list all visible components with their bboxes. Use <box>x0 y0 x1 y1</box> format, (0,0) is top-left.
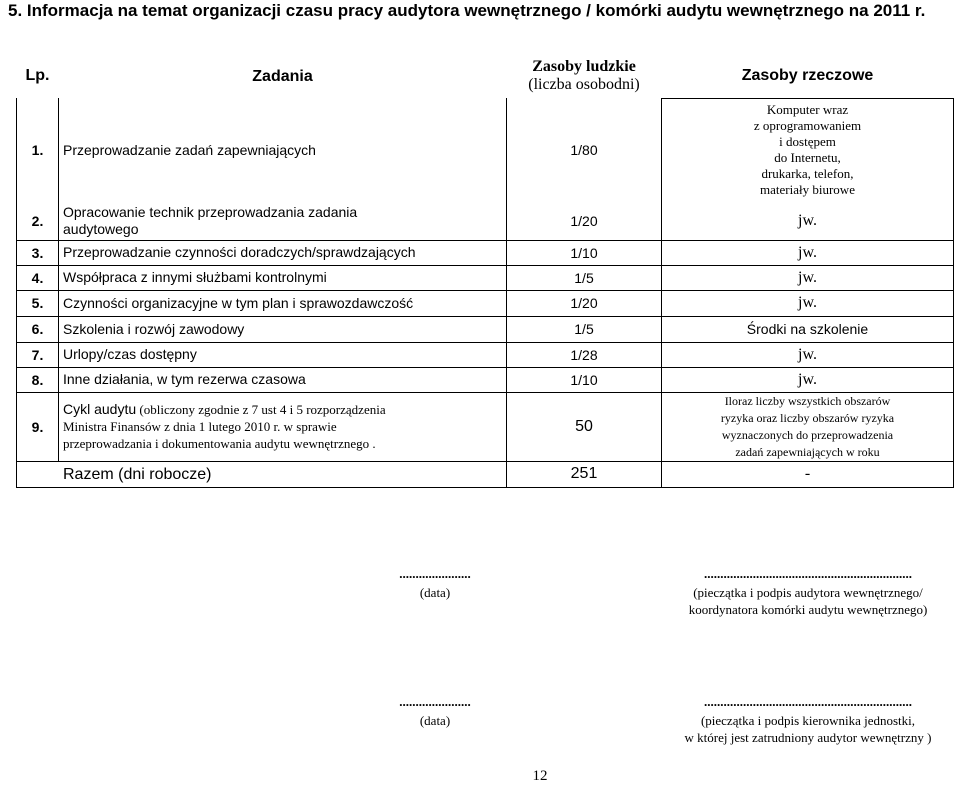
row-task: Przeprowadzanie czynności doradczych/sprawdzających <box>59 240 507 265</box>
row-human: 1/5 <box>507 316 662 342</box>
signature-line: (pieczątka i podpis kierownika jednostki, <box>700 713 916 728</box>
date-dots: ...................... <box>399 566 471 581</box>
row-material <box>662 98 954 202</box>
material-line: zadań zapewniających w roku <box>735 444 880 459</box>
row-human: 1/5 <box>507 265 662 290</box>
material-line: wyznaczonych do przeprowadzenia <box>721 427 894 442</box>
row-human: 1/20 <box>507 202 662 240</box>
row-lp: 7. <box>17 342 59 367</box>
row-lp: 4. <box>17 265 59 290</box>
signature-line: koordynatora komórki audytu wewnętrznego) <box>688 602 928 617</box>
row-lp: 9. <box>17 392 59 461</box>
date-label: (data) <box>419 713 451 728</box>
page-number: 12 <box>532 768 548 784</box>
table-header-row <box>17 54 954 98</box>
row-task: Współpraca z innymi służbami kontrolnymi <box>59 265 507 290</box>
header-material-resources: Zasoby rzeczowe <box>741 66 874 84</box>
total-human: 251 <box>507 461 662 487</box>
row-material: jw. <box>662 240 954 265</box>
table-row <box>17 98 954 202</box>
header-human-line1: Zasoby ludzkie <box>532 58 636 75</box>
table-row <box>17 202 954 240</box>
row-task: Inne działania, w tym rezerwa czasowa <box>59 367 507 392</box>
date-label: (data) <box>419 585 451 600</box>
row-human: 1/10 <box>507 240 662 265</box>
section-heading: 5. Informacja na temat organizacji czasu pracy audytora wewnętrznego / komórki audytu wewnętrznego na 2011 r. <box>8 1 926 20</box>
signature-line: w której jest zatrudniony audytor wewnętrzny ) <box>684 730 932 745</box>
row-lp: 5. <box>17 290 59 316</box>
signature-dots: ................................................................ <box>704 566 912 581</box>
header-tasks: Zadania <box>252 67 313 85</box>
total-row <box>17 461 954 487</box>
table-row <box>17 392 954 461</box>
row-task: Szkolenia i rozwój zawodowy <box>59 316 507 342</box>
row-material: jw. <box>662 265 954 290</box>
material-line: do Internetu, <box>774 150 841 166</box>
task-line: Ministra Finansów z dnia 1 lutego 2010 r. w sprawie <box>63 419 337 434</box>
date-block-2 <box>380 693 490 729</box>
material-line: Iloraz liczby wszystkich obszarów <box>724 393 891 408</box>
signature-block-2 <box>660 693 956 746</box>
row-material: jw. <box>662 202 954 240</box>
header-lp: Lp. <box>25 67 50 84</box>
row-task: Urlopy/czas dostępny <box>59 342 507 367</box>
table-row <box>17 367 954 392</box>
material-line: z oprogramowaniem <box>753 118 862 134</box>
row-human: 1/28 <box>507 342 662 367</box>
header-human-line2: (liczba osobodni) <box>528 76 640 93</box>
row-lp: 2. <box>17 202 59 240</box>
table-row <box>17 240 954 265</box>
row-human: 50 <box>507 392 662 461</box>
signature-line: (pieczątka i podpis audytora wewnętrznego/ <box>693 585 923 600</box>
table-row <box>17 316 954 342</box>
total-label: Razem (dni robocze) <box>17 461 507 487</box>
task-text-detail: (obliczony zgodnie z 7 ust 4 i 5 rozporządzenia <box>136 402 386 417</box>
signature-block-1 <box>660 565 956 618</box>
row-lp: 1. <box>17 98 59 202</box>
material-line: i dostępem <box>779 134 836 150</box>
row-task: Przeprowadzanie zadań zapewniających <box>59 98 507 202</box>
header-human-resources <box>507 54 662 98</box>
task-line: audytowego <box>63 220 139 237</box>
material-line: Komputer wraz <box>766 102 849 118</box>
row-lp: 3. <box>17 240 59 265</box>
task-line: Opracowanie technik przeprowadzania zadania <box>63 203 358 220</box>
row-task <box>59 392 507 461</box>
row-human: 1/80 <box>507 98 662 202</box>
material-line: drukarka, telefon, <box>761 166 854 182</box>
row-lp: 8. <box>17 367 59 392</box>
resources-table <box>16 54 954 488</box>
signature-dots: ................................................................ <box>704 694 912 709</box>
date-dots: ...................... <box>399 694 471 709</box>
row-human: 1/10 <box>507 367 662 392</box>
task-line: przeprowadzania i dokumentowania audytu wewnętrznego . <box>63 436 376 451</box>
date-block-1 <box>380 565 490 601</box>
row-lp: 6. <box>17 316 59 342</box>
row-material: Środki na szkolenie <box>662 316 954 342</box>
task-text: Cykl audytu <box>63 401 137 417</box>
row-human: 1/20 <box>507 290 662 316</box>
material-line: ryzyka oraz liczby obszarów ryzyka <box>720 410 895 425</box>
table-row <box>17 265 954 290</box>
material-line: materiały biurowe <box>760 182 855 198</box>
row-material <box>662 392 954 461</box>
row-material: jw. <box>662 342 954 367</box>
total-material: - <box>662 461 954 487</box>
table-row <box>17 290 954 316</box>
row-task <box>59 202 507 240</box>
table-row <box>17 342 954 367</box>
row-material: jw. <box>662 367 954 392</box>
row-material: jw. <box>662 290 954 316</box>
row-task: Czynności organizacyjne w tym plan i sprawozdawczość <box>59 290 507 316</box>
